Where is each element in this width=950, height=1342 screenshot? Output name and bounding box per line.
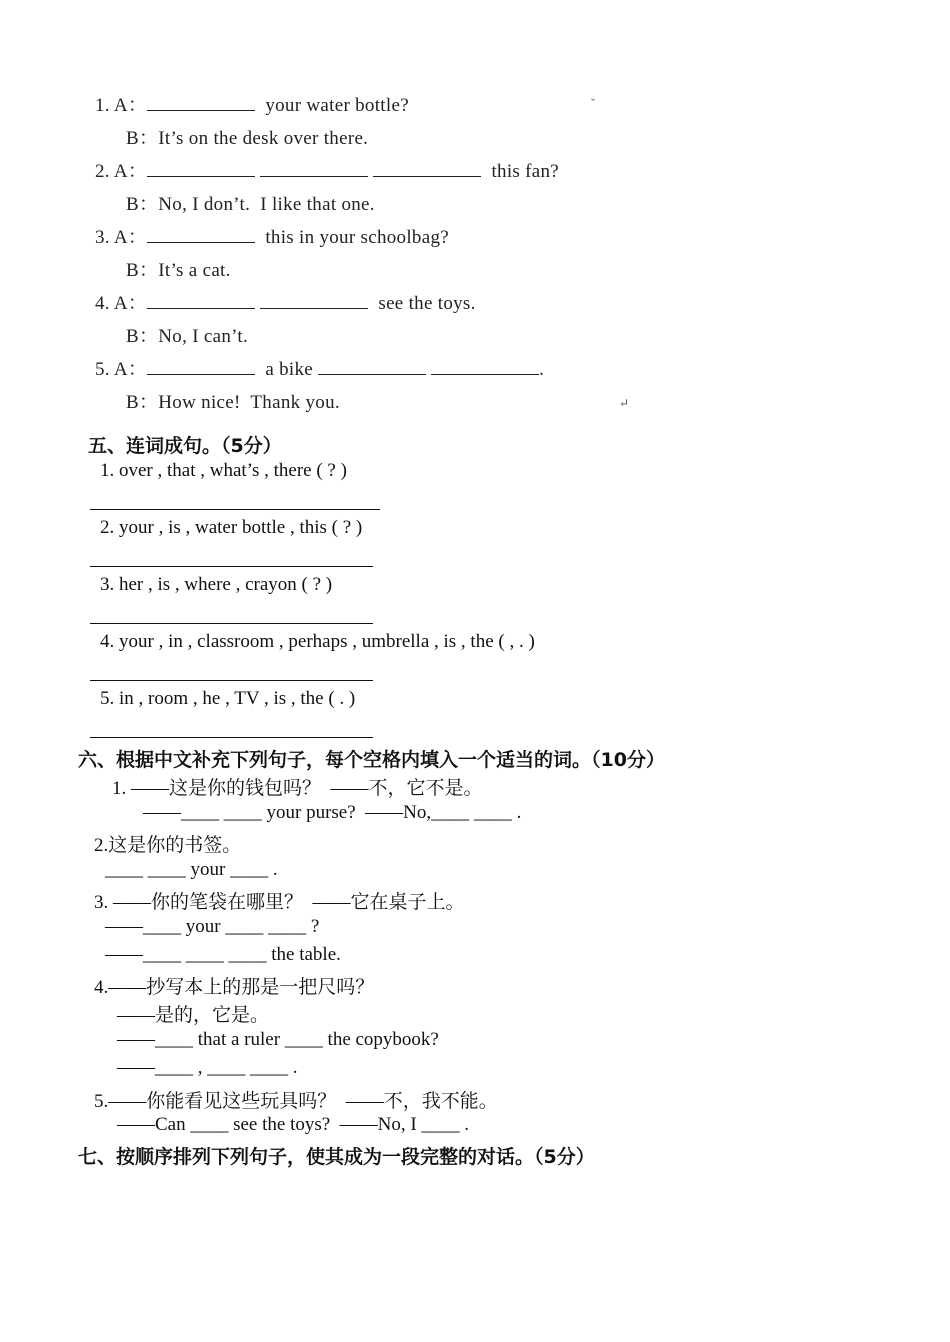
question-b-line: B：It’s on the desk over there. (126, 128, 369, 149)
question-text: see the toys. (378, 293, 476, 314)
question-number: 2. (95, 161, 110, 182)
question-text: this fan? (491, 161, 560, 182)
answer-line[interactable] (90, 680, 373, 681)
question-a-line (95, 288, 476, 315)
answer-blank[interactable] (147, 373, 255, 375)
answer-line[interactable] (90, 737, 373, 738)
section-6-line: ——____ , ____ ____ . (117, 1057, 298, 1078)
speaker-label: A： (113, 359, 148, 380)
answer-blank[interactable] (431, 373, 539, 375)
question-number: 5. (95, 359, 110, 380)
question-text: . (539, 359, 545, 380)
question-b-line: B：No, I don’t. I like that one. (126, 194, 375, 215)
section-6-line: ——Can ____ see the toys? ——No, I ____ . (117, 1114, 469, 1135)
speaker-label: A： (113, 95, 148, 116)
question-a-line (95, 354, 544, 381)
section-5-item: 3. her , is , where , crayon ( ? ) (100, 574, 333, 595)
scan-mark-icon: ˇ (591, 96, 595, 110)
answer-blank[interactable] (147, 241, 255, 243)
answer-blank[interactable] (147, 307, 255, 309)
section-6-line: ____ ____ your ____ . (105, 859, 278, 880)
answer-line[interactable] (90, 566, 373, 567)
question-b-line: B：It’s a cat. (126, 260, 231, 281)
answer-blank[interactable] (318, 373, 426, 375)
answer-line[interactable] (90, 509, 380, 510)
question-b-line: B：No, I can’t. (126, 326, 249, 347)
question-a-line (95, 156, 559, 183)
question-text: this in your schoolbag? (265, 227, 449, 248)
question-a-line (95, 222, 449, 249)
speaker-label: A： (113, 293, 148, 314)
section-6-line: 1. ——这是你的钱包吗？ ——不，它不是。 (112, 778, 483, 799)
question-text: a bike (265, 359, 314, 380)
answer-line[interactable] (90, 623, 373, 624)
section-6-line: 4.——抄写本上的那是一把尺吗？ (94, 977, 375, 998)
section-6-line: ——____ ____ your purse? ——No,____ ____ . (143, 802, 522, 823)
section-5-item: 1. over , that , what’s , there ( ? ) (100, 460, 347, 481)
question-b-line: B：How nice! Thank you. (126, 392, 340, 413)
section-6-line: ——____ that a ruler ____ the copybook? (117, 1029, 439, 1050)
answer-blank[interactable] (260, 175, 368, 177)
question-number: 4. (95, 293, 110, 314)
question-text: your water bottle? (265, 95, 409, 116)
speaker-label: A： (113, 161, 148, 182)
section-6-line: ——是的，它是。 (117, 1005, 270, 1026)
speaker-label: A： (113, 227, 148, 248)
answer-blank[interactable] (373, 175, 481, 177)
section-6-line: ——____ ____ ____ the table. (105, 944, 341, 965)
section-6-title: 六、根据中文补充下列句子，每个空格内填入一个适当的词。（10分） (78, 749, 665, 771)
answer-blank[interactable] (260, 307, 368, 309)
question-a-line (95, 90, 409, 117)
section-5-item: 5. in , room , he , TV , is , the ( . ) (100, 688, 356, 709)
section-5-item: 2. your , is , water bottle , this ( ? ) (100, 517, 363, 538)
section-6-line: ——____ your ____ ____ ? (105, 916, 320, 937)
section-6-line: 5.——你能看见这些玩具吗？ ——不，我不能。 (94, 1091, 498, 1112)
answer-blank[interactable] (147, 109, 255, 111)
return-mark-icon: ↵ (619, 396, 630, 410)
section-7-title: 七、按顺序排列下列句子，使其成为一段完整的对话。（5分） (78, 1146, 595, 1168)
answer-blank[interactable] (147, 175, 255, 177)
question-number: 1. (95, 95, 110, 116)
question-number: 3. (95, 227, 110, 248)
section-5-item: 4. your , in , classroom , perhaps , umbrella , is , the ( , . ) (100, 631, 535, 652)
section-6-line: 2.这是你的书签。 (94, 835, 242, 856)
section-6-line: 3. ——你的笔袋在哪里？ ——它在桌子上。 (94, 892, 465, 913)
section-5-title: 五、连词成句。（5分） (88, 435, 282, 457)
